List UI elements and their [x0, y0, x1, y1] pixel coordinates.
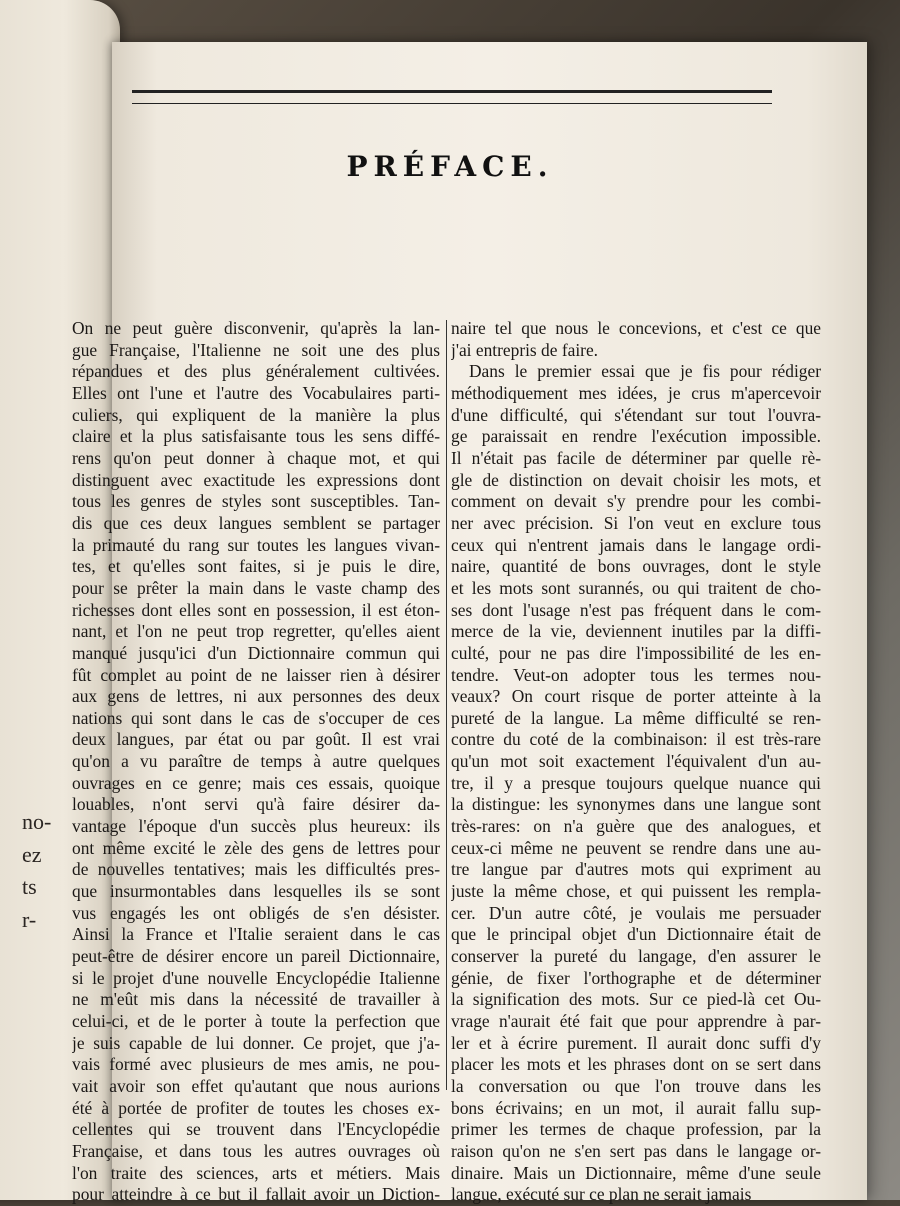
left-fragment: no-: [22, 809, 52, 834]
text-line: Elles ont l'une et l'autre des Vocabulaires parti-: [72, 382, 440, 403]
text-line: Dans le premier essai que je fis pour rédiger: [469, 361, 821, 382]
text-line: l'on traite des sciences, arts et métiers. Mais: [72, 1162, 440, 1183]
text-line: naire tel que nous le concevions, et c'est ce que: [451, 318, 821, 338]
text-line: pour atteindre à ce but il fallait avoir un Diction-: [72, 1184, 440, 1205]
text-line: bons écrivains; en un mot, il aurait fallu sup-: [451, 1097, 821, 1118]
text-line: vus engagés les ont obligés de s'en désister.: [72, 902, 440, 923]
text-line: qu'un mot soit exactement l'équivalent d'un au-: [451, 751, 821, 772]
text-line: peut-être de désirer encore un pareil Dictionnaire,: [72, 946, 440, 967]
text-line: dinaire. Mais un Dictionnaire, même d'une seule: [451, 1162, 821, 1183]
text-line: que le principal objet d'un Dictionnaire était de: [451, 924, 821, 945]
text-line: cer. D'un autre côté, je voulais me persuader: [451, 902, 821, 923]
text-line: rens qu'on peut donner à chaque mot, et qui: [72, 447, 440, 468]
text-line: nations qui sont dans le cas de s'occuper de ces: [72, 707, 440, 728]
text-line: vait avoir son effet qu'autant que nous aurions: [72, 1075, 440, 1096]
text-line: ge paraissait en rendre l'exécution impossible.: [451, 426, 821, 447]
text-line: j'ai entrepris de faire.: [451, 339, 599, 360]
text-line: génie, de fixer l'orthographe et de déterminer: [451, 967, 821, 988]
text-line: Française, et dans tous les autres ouvrages où: [72, 1140, 440, 1161]
header-rule-thick: [132, 90, 772, 93]
text-line: placer les mots et les phrases dont on se sert dans: [451, 1054, 821, 1075]
text-line: je suis capable de lui donner. Ce projet, que j'a-: [72, 1032, 440, 1053]
page-title: PRÉFACE.: [346, 150, 554, 183]
text-line: juste la même chose, et qui puissent les rempla-: [451, 881, 821, 902]
column-divider: [446, 320, 447, 1090]
text-line: Ainsi la France et l'Italie seraient dans le cas: [72, 924, 440, 945]
text-line: aux gens de lettres, ni aux personnes des deux: [72, 686, 440, 707]
text-line: celui-ci, et de le porter à toute la perfection que: [72, 1011, 440, 1031]
text-line: la primauté du rang sur toutes les langues vivan-: [72, 534, 440, 555]
text-line: gle de distinction on devait choisir les mots, et: [451, 469, 821, 490]
text-line: langue, exécuté sur ce plan ne serait jamais: [451, 1184, 752, 1205]
text-line: contre du coté de la combinaison: il est très-rare: [451, 729, 821, 750]
text-line: culté, pour ne pas dire l'impossibilité de les en-: [451, 642, 821, 663]
text-line: veaux? On court risque de porter atteinte à la: [451, 686, 821, 707]
text-line: gue Française, l'Italienne ne soit une des plus: [72, 339, 440, 360]
text-line: richesses dont elles sont en possession, il est éton-: [72, 599, 440, 620]
text-line: ler et à écrire purement. Il aurait donc suffi d'y: [451, 1032, 821, 1053]
text-line: tes, et qu'elles sont faites, si je puis le dire,: [72, 556, 440, 577]
text-line: Il n'était pas facile de déterminer par quelle rè-: [451, 447, 821, 468]
left-fragment: r-: [22, 906, 37, 932]
text-line: ses dont l'usage n'est pas fréquent dans le com-: [451, 599, 821, 620]
header-rule-thin: [132, 103, 772, 104]
left-fragment: ts: [22, 874, 37, 899]
left-fragment: ez: [22, 841, 42, 867]
text-line: raison qu'on ne s'en sert pas dans le langage or-: [451, 1140, 821, 1161]
text-line: ner avec précision. Si l'on veut en exclure tous: [451, 512, 821, 533]
text-line: louables, n'ont servi qu'à faire désirer da-: [72, 794, 440, 815]
text-line: vantage l'époque d'un succès plus heureux: ils: [72, 816, 440, 837]
left-text-column: [72, 318, 440, 1206]
text-line: tous les genres de styles sont susceptibles. Tan-: [72, 491, 440, 512]
text-line: d'une difficulté, qui s'étendant sur tout l'ouvra-: [451, 404, 821, 425]
text-line: tendre. Veut-on adopter tous les termes nou-: [451, 664, 821, 685]
text-line: méthodiquement mes idées, je crus m'apercevoir: [451, 382, 821, 403]
text-line: claire et la plus satisfaisante tous les sens diffé-: [72, 426, 440, 447]
text-line: deux langues, par état ou par goût. Il est vrai: [72, 729, 440, 750]
text-line: cellentes qui se trouvent dans l'Encyclopédie: [72, 1119, 440, 1140]
text-line: dis que ces deux langues semblent se partager: [72, 512, 440, 533]
text-line: vrage n'aurait été fait que pour apprendre à par-: [451, 1011, 821, 1031]
text-line: la distingue: les synonymes dans une langue sont: [451, 794, 821, 815]
text-line: pour se prêter la main dans le vaste champ des: [72, 577, 440, 598]
text-line: très-rares: on n'a guère que des analogues, et: [451, 816, 821, 837]
text-line: On ne peut guère disconvenir, qu'après la lan-: [72, 318, 440, 338]
text-line: ne m'eût mis dans la nécessité de travailler à: [72, 989, 440, 1010]
text-line: de nouvelles tentatives; mais les difficultés pres-: [72, 859, 440, 880]
text-line: qu'on a vu paraître de temps à autre quelques: [72, 751, 440, 772]
text-line: merce de la vie, deviennent inutiles par la diffi-: [451, 621, 821, 642]
text-line: répandues et des plus généralement cultivées.: [72, 361, 440, 382]
text-line: fût complet au point de ne laisser rien à désirer: [72, 664, 440, 685]
text-line: ceux qui n'entrent jamais dans le langage ordi-: [451, 534, 821, 555]
text-line: été à portée de profiter de toutes les choses ex-: [72, 1097, 440, 1118]
text-line: vais formé avec plusieurs de mes amis, ne pou-: [72, 1054, 440, 1075]
text-line: tre langue par d'autres mots qui expriment au: [451, 859, 821, 880]
text-line: comment on devait s'y prendre pour les combi-: [451, 491, 821, 512]
text-line: culiers, qui expliquent de la manière la plus: [72, 404, 440, 425]
text-line: ceux-ci même ne peuvent se rendre dans une au-: [451, 837, 821, 858]
text-line: ouvrages en ce genre; mais ces essais, quoique: [72, 772, 440, 793]
text-line: et les mots sont surannés, ou qui traitent de cho-: [451, 577, 821, 598]
text-line: que insurmontables dans lesquelles ils se sont: [72, 881, 440, 902]
text-line: nant, et l'on ne peut trop regretter, qu'elles aient: [72, 621, 440, 642]
text-line: ont même excité le zèle des gens de lettres pour: [72, 837, 440, 858]
text-line: manqué jusqu'ici d'un Dictionnaire commun qui: [72, 642, 440, 663]
text-line: conserver la pureté du langage, d'en assurer le: [451, 946, 821, 967]
right-text-column: [451, 318, 821, 1206]
text-line: tre, il y a presque toujours quelque nuance qui: [451, 772, 821, 793]
text-line: distinguent avec exactitude les expressions dont: [72, 469, 440, 490]
text-line: la conversation ou que l'on trouve dans les: [451, 1075, 821, 1096]
text-line: pureté de la langue. La même difficulté se ren-: [451, 707, 821, 728]
text-line: la signification des mots. Sur ce pied-là cet Ou-: [451, 989, 821, 1010]
text-line: si le projet d'une nouvelle Encyclopédie Italienne: [72, 967, 440, 988]
text-line: primer les termes de chaque profession, par la: [451, 1119, 821, 1140]
text-line: naire, quantité de bons ouvrages, dont le style: [451, 556, 821, 577]
